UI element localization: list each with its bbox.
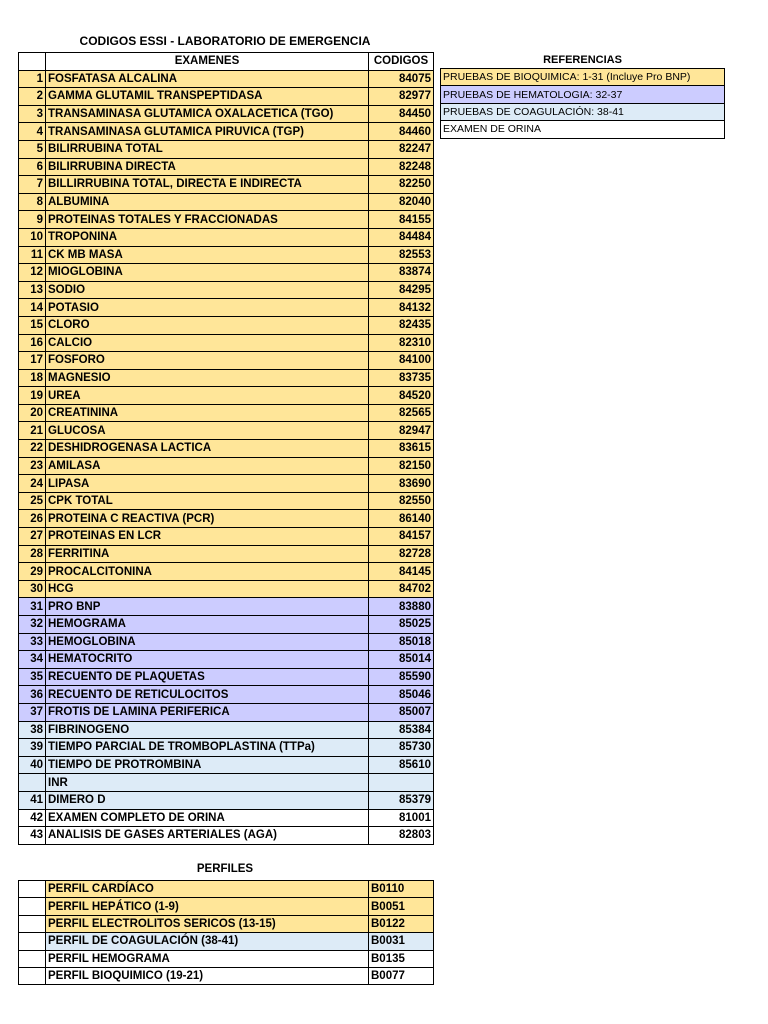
row-number: 28 (19, 545, 46, 563)
table-row (19, 545, 434, 563)
table-row (19, 299, 434, 317)
exam-code: 84145 (369, 563, 434, 581)
row-number: 41 (19, 791, 46, 809)
row-number: 34 (19, 651, 46, 669)
exam-name: HEMATOCRITO (46, 651, 369, 669)
exam-code: 85610 (369, 756, 434, 774)
exam-name: RECUENTO DE PLAQUETAS (46, 668, 369, 686)
exam-name: FOSFATASA ALCALINA (46, 70, 369, 88)
table-row (19, 739, 434, 757)
row-number: 19 (19, 387, 46, 405)
exam-name: PROTEINA C REACTIVA (PCR) (46, 510, 369, 528)
reference-row (441, 69, 725, 86)
exam-code: 85014 (369, 651, 434, 669)
row-number: 9 (19, 211, 46, 229)
exam-name: LIPASA (46, 475, 369, 493)
table-row (19, 827, 434, 845)
profile-code: B0110 (369, 881, 434, 898)
table-row (19, 528, 434, 546)
profile-row (19, 967, 434, 984)
exam-name: CREATININA (46, 404, 369, 422)
row-number: 22 (19, 440, 46, 458)
exam-code: 85384 (369, 721, 434, 739)
table-row (19, 510, 434, 528)
profile-name: PERFIL ELECTROLITOS SERICOS (13-15) (46, 915, 369, 932)
exam-name: TIEMPO PARCIAL DE TROMBOPLASTINA (TTPa) (46, 739, 369, 757)
exam-code: 86140 (369, 510, 434, 528)
row-number: 31 (19, 598, 46, 616)
exam-code: 84460 (369, 123, 434, 141)
exam-code: 82040 (369, 193, 434, 211)
exam-code: 82550 (369, 492, 434, 510)
table-row (19, 809, 434, 827)
exam-code: 84484 (369, 228, 434, 246)
table-header-row (19, 53, 434, 71)
row-number: 29 (19, 563, 46, 581)
profile-name: PERFIL HEPÁTICO (1-9) (46, 898, 369, 915)
exam-code: 84702 (369, 580, 434, 598)
exam-name: ANALISIS DE GASES ARTERIALES (AGA) (46, 827, 369, 845)
profile-blank (19, 967, 46, 984)
profile-code: B0122 (369, 915, 434, 932)
table-row (19, 70, 434, 88)
exam-code: 82565 (369, 404, 434, 422)
row-number: 32 (19, 616, 46, 634)
table-row (19, 281, 434, 299)
row-number: 36 (19, 686, 46, 704)
row-number: 12 (19, 264, 46, 282)
table-row (19, 633, 434, 651)
table-row (19, 668, 434, 686)
table-row (19, 703, 434, 721)
exam-code: 83615 (369, 440, 434, 458)
exam-name: PROTEINAS EN LCR (46, 528, 369, 546)
row-number: 40 (19, 756, 46, 774)
table-row (19, 598, 434, 616)
profile-row (19, 898, 434, 915)
table-row (19, 404, 434, 422)
exam-name: FIBRINOGENO (46, 721, 369, 739)
reference-label: PRUEBAS DE HEMATOLOGIA: 32-37 (441, 86, 725, 103)
exam-code: 85018 (369, 633, 434, 651)
profile-row (19, 933, 434, 950)
exam-name: HEMOGLOBINA (46, 633, 369, 651)
reference-row (441, 86, 725, 103)
exam-code: 83690 (369, 475, 434, 493)
exam-name: GLUCOSA (46, 422, 369, 440)
exam-code: 82250 (369, 176, 434, 194)
profile-code: B0135 (369, 950, 434, 967)
exam-name: TRANSAMINASA GLUTAMICA PIRUVICA (TGP) (46, 123, 369, 141)
table-row (19, 105, 434, 123)
exam-name: DIMERO D (46, 791, 369, 809)
exam-name: DESHIDROGENASA LACTICA (46, 440, 369, 458)
row-number: 15 (19, 316, 46, 334)
row-number: 13 (19, 281, 46, 299)
table-row (19, 791, 434, 809)
profile-blank (19, 933, 46, 950)
row-number: 6 (19, 158, 46, 176)
exam-name: RECUENTO DE RETICULOCITOS (46, 686, 369, 704)
exam-code: 83735 (369, 369, 434, 387)
header-number (19, 53, 46, 71)
exam-name: EXAMEN COMPLETO DE ORINA (46, 809, 369, 827)
row-number: 37 (19, 703, 46, 721)
exam-code: 82150 (369, 457, 434, 475)
exam-code: 85590 (369, 668, 434, 686)
exam-code: 84157 (369, 528, 434, 546)
references-table (440, 68, 725, 139)
exam-name: PRO BNP (46, 598, 369, 616)
row-number: 42 (19, 809, 46, 827)
table-row (19, 211, 434, 229)
row-number: 1 (19, 70, 46, 88)
row-number: 24 (19, 475, 46, 493)
exam-code: 83874 (369, 264, 434, 282)
table-row (19, 193, 434, 211)
exam-code: 84520 (369, 387, 434, 405)
row-number: 27 (19, 528, 46, 546)
table-row (19, 616, 434, 634)
table-row (19, 158, 434, 176)
table-row (19, 440, 434, 458)
table-row (19, 123, 434, 141)
row-number: 2 (19, 88, 46, 106)
profile-blank (19, 898, 46, 915)
exam-code: 82247 (369, 140, 434, 158)
exam-name: CALCIO (46, 334, 369, 352)
exam-name: CPK TOTAL (46, 492, 369, 510)
reference-label: EXAMEN DE ORINA (441, 121, 725, 138)
profile-blank (19, 950, 46, 967)
exam-code: 85007 (369, 703, 434, 721)
table-row (19, 774, 434, 792)
header-examenes: EXAMENES (46, 53, 369, 71)
exam-name: PROTEINAS TOTALES Y FRACCIONADAS (46, 211, 369, 229)
table-row (19, 228, 434, 246)
exam-name: FERRITINA (46, 545, 369, 563)
row-number: 26 (19, 510, 46, 528)
table-row (19, 140, 434, 158)
exam-code: 84155 (369, 211, 434, 229)
profile-blank (19, 881, 46, 898)
exam-code: 85379 (369, 791, 434, 809)
reference-label: PRUEBAS DE COAGULACIÓN: 38-41 (441, 103, 725, 120)
exam-name: FOSFORO (46, 352, 369, 370)
row-number: 16 (19, 334, 46, 352)
row-number: 8 (19, 193, 46, 211)
table-row (19, 563, 434, 581)
exam-name: CLORO (46, 316, 369, 334)
row-number: 4 (19, 123, 46, 141)
table-row (19, 686, 434, 704)
row-number: 21 (19, 422, 46, 440)
table-row (19, 756, 434, 774)
exam-name: MIOGLOBINA (46, 264, 369, 282)
table-row (19, 457, 434, 475)
exam-code: 85025 (369, 616, 434, 634)
table-row (19, 316, 434, 334)
table-row (19, 334, 434, 352)
exam-code: 81001 (369, 809, 434, 827)
row-number: 20 (19, 404, 46, 422)
exam-name: TRANSAMINASA GLUTAMICA OXALACETICA (TGO) (46, 105, 369, 123)
profile-name: PERFIL CARDÍACO (46, 881, 369, 898)
exam-name: POTASIO (46, 299, 369, 317)
exam-name: CK MB MASA (46, 246, 369, 264)
exam-name: HCG (46, 580, 369, 598)
row-number: 23 (19, 457, 46, 475)
profile-row (19, 915, 434, 932)
exam-code: 82947 (369, 422, 434, 440)
row-number (19, 774, 46, 792)
exam-name: SODIO (46, 281, 369, 299)
exam-name: INR (46, 774, 369, 792)
reference-row (441, 103, 725, 120)
exam-code: 84075 (369, 70, 434, 88)
exam-name: TIEMPO DE PROTROMBINA (46, 756, 369, 774)
row-number: 33 (19, 633, 46, 651)
row-number: 18 (19, 369, 46, 387)
table-row (19, 721, 434, 739)
table-row (19, 422, 434, 440)
table-row (19, 580, 434, 598)
exam-code: 82728 (369, 545, 434, 563)
exam-code: 82553 (369, 246, 434, 264)
row-number: 25 (19, 492, 46, 510)
row-number: 39 (19, 739, 46, 757)
exam-name: GAMMA GLUTAMIL TRANSPEPTIDASA (46, 88, 369, 106)
profile-name: PERFIL HEMOGRAMA (46, 950, 369, 967)
exam-code: 82435 (369, 316, 434, 334)
row-number: 7 (19, 176, 46, 194)
row-number: 5 (19, 140, 46, 158)
exam-name: FROTIS DE LAMINA PERIFERICA (46, 703, 369, 721)
exam-code: 82803 (369, 827, 434, 845)
table-row (19, 352, 434, 370)
row-number: 3 (19, 105, 46, 123)
page-title: CODIGOS ESSI - LABORATORIO DE EMERGENCIA (79, 34, 371, 48)
exam-code: 84295 (369, 281, 434, 299)
profile-row (19, 950, 434, 967)
row-number: 17 (19, 352, 46, 370)
reference-row (441, 121, 725, 138)
exam-code: 84100 (369, 352, 434, 370)
row-number: 43 (19, 827, 46, 845)
profile-code: B0051 (369, 898, 434, 915)
profiles-table (18, 880, 434, 985)
table-row (19, 369, 434, 387)
exam-code: 85730 (369, 739, 434, 757)
reference-label: PRUEBAS DE BIOQUIMICA: 1-31 (Incluye Pro BNP) (441, 69, 725, 86)
profile-row (19, 881, 434, 898)
exam-code: 82310 (369, 334, 434, 352)
profile-code: B0031 (369, 933, 434, 950)
exam-name: BILLIRRUBINA TOTAL, DIRECTA E INDIRECTA (46, 176, 369, 194)
exam-name: BILIRRUBINA DIRECTA (46, 158, 369, 176)
exam-name: PROCALCITONINA (46, 563, 369, 581)
row-number: 11 (19, 246, 46, 264)
exam-name: TROPONINA (46, 228, 369, 246)
exam-name: ALBUMINA (46, 193, 369, 211)
profile-name: PERFIL DE COAGULACIÓN (38-41) (46, 933, 369, 950)
exam-name: AMILASA (46, 457, 369, 475)
row-number: 14 (19, 299, 46, 317)
exam-code: 85046 (369, 686, 434, 704)
references-title: REFERENCIAS (543, 54, 622, 66)
table-row (19, 387, 434, 405)
exam-name: UREA (46, 387, 369, 405)
row-number: 38 (19, 721, 46, 739)
exam-name: BILIRRUBINA TOTAL (46, 140, 369, 158)
table-row (19, 475, 434, 493)
row-number: 30 (19, 580, 46, 598)
table-row (19, 176, 434, 194)
profile-name: PERFIL BIOQUIMICO (19-21) (46, 967, 369, 984)
exam-name: MAGNESIO (46, 369, 369, 387)
table-row (19, 88, 434, 106)
table-row (19, 264, 434, 282)
profile-blank (19, 915, 46, 932)
exam-code: 82977 (369, 88, 434, 106)
exam-code: 84450 (369, 105, 434, 123)
exam-code: 83880 (369, 598, 434, 616)
table-row (19, 246, 434, 264)
row-number: 10 (19, 228, 46, 246)
table-row (19, 651, 434, 669)
exam-name: HEMOGRAMA (46, 616, 369, 634)
row-number: 35 (19, 668, 46, 686)
exam-code (369, 774, 434, 792)
header-codigos: CODIGOS (369, 53, 434, 71)
profile-code: B0077 (369, 967, 434, 984)
exams-table (18, 52, 434, 845)
exam-code: 84132 (369, 299, 434, 317)
table-row (19, 492, 434, 510)
exam-code: 82248 (369, 158, 434, 176)
profiles-title: PERFILES (196, 863, 254, 875)
